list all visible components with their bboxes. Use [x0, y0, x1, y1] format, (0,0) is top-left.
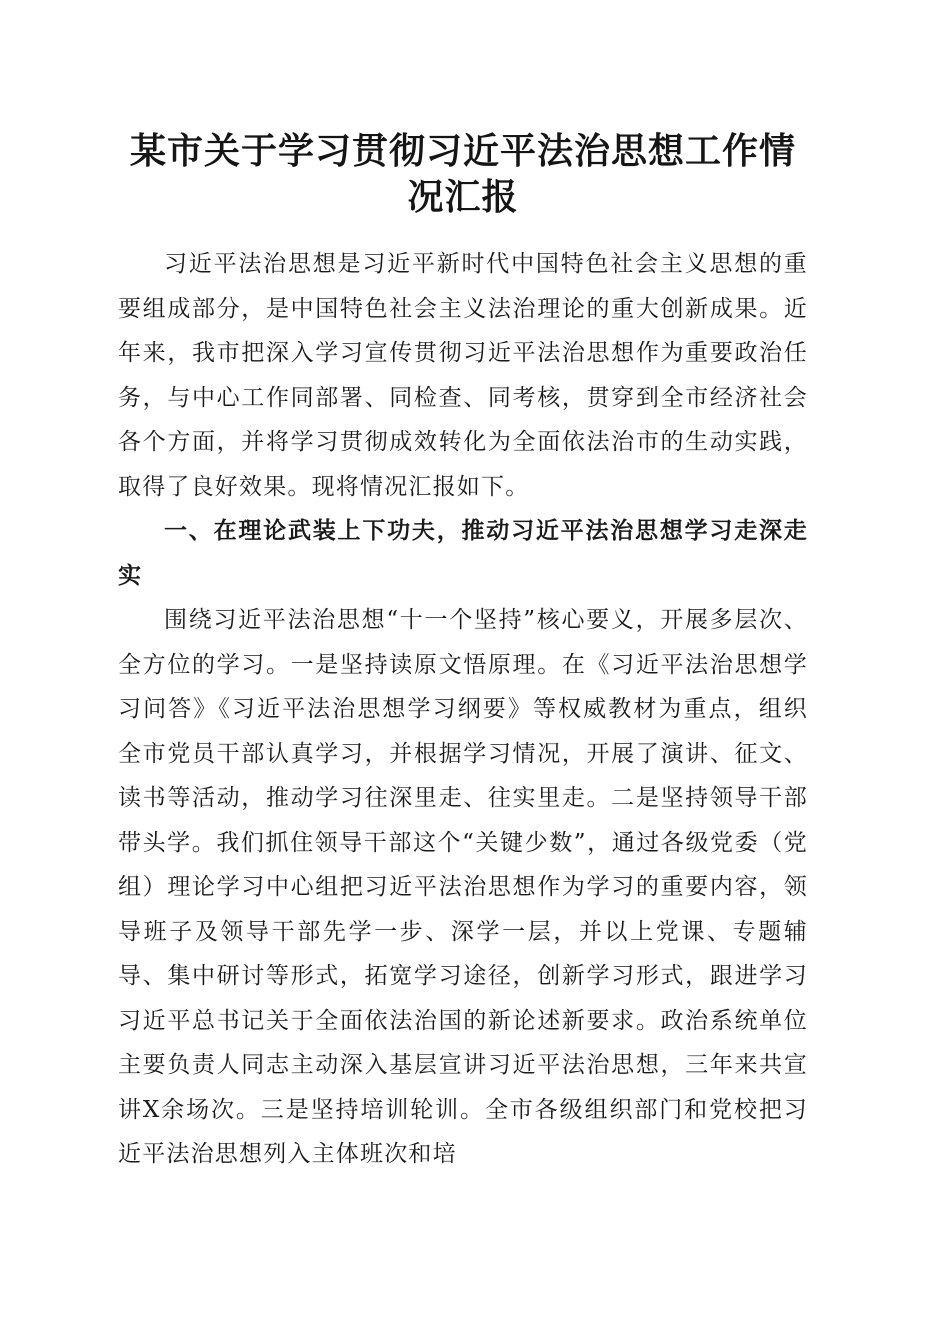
document-title: 某市关于学习贯彻习近平法治思想工作情况汇报 — [129, 130, 796, 218]
section-1-body: 围绕习近平法治思想“十一个坚持”核心要义，开展多层次、全方位的学习。一是坚持读原文悟原理。在《习近平法治思想学习问答》《习近平法治思想学习纲要》等权威教材为重点，组织全市党员干部认真学习，并根据学习情况，开展了演讲、征文、读书等活动，推动学习往深里走、往实里走。二是坚持领导干部带头学。我们抓住领导干部这个“关键少数”，通过各级党委（党组）理论学习中心组把习近平法治思想作为学习的重要内容，领导班子及领导干部先学一步、深学一层，并以上党课、专题辅导、集中研讨等形式，拓宽学习途径，创新学习形式，跟进学习习近平总书记关于全面依法治国的新论述新要求。政治系统单位主要负责人同志主动深入基层宣讲习近平法治思想，三年来共宣讲X余场次。三是坚持培训轮训。全市各级组织部门和党校把习近平法治思想列入主体班次和培 — [118, 607, 808, 1167]
intro-paragraph: 习近平法治思想是习近平新时代中国特色社会主义思想的重要组成部分，是中国特色社会主义法治理论的重大创新成果。近年来，我市把深入学习宣传贯彻习近平法治思想作为重要政治任务，与中心工作同部署、同检查、同考核，贯穿到全市经济社会各个方面，并将学习贯彻成效转化为全面依法治市的生动实践，取得了良好效果。现将情况汇报如下。 — [118, 251, 808, 500]
document-page — [118, 128, 808, 1177]
section-1-heading: 一、在理论武装上下功夫，推动习近平法治思想学习走深走实 — [118, 518, 808, 589]
